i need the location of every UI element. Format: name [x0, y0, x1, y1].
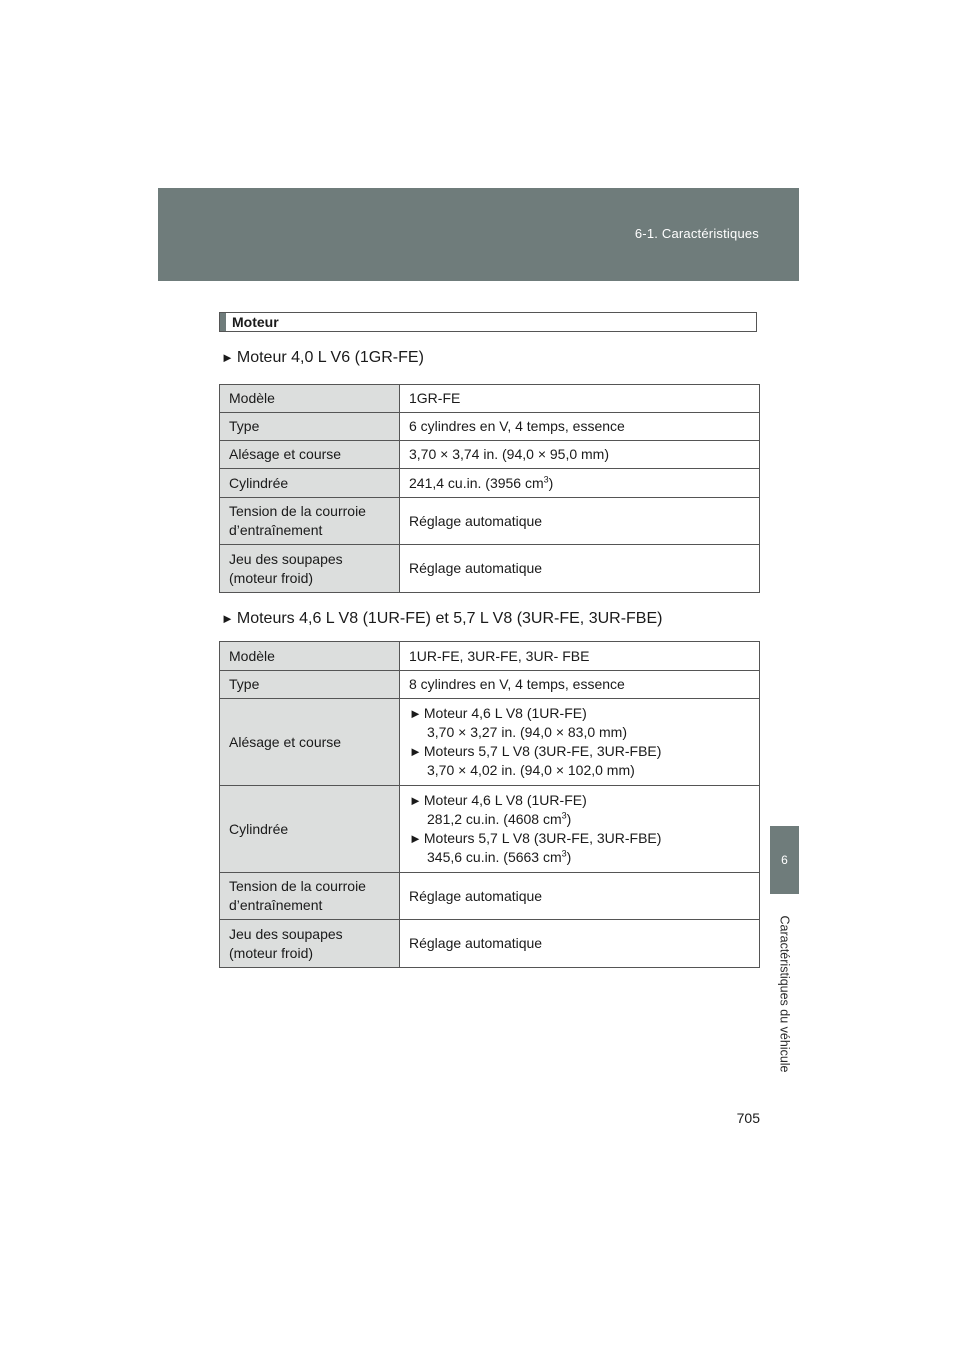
chapter-tab — [770, 826, 799, 894]
row-label — [220, 873, 400, 920]
row-value — [400, 469, 760, 498]
table-row — [220, 920, 760, 968]
item-value — [409, 848, 750, 867]
row-value: 1UR-FE, 3UR-FE, 3UR- FBE — [400, 642, 760, 671]
label-line: (moteur froid) — [229, 569, 314, 586]
item-value — [409, 810, 750, 829]
item-title: Moteur 4,6 L V8 (1UR-FE) — [423, 705, 587, 721]
displacement-value: 281,2 cu.in. (4608 cm — [427, 811, 562, 827]
row-value: 6 cylindres en V, 4 temps, essence — [400, 413, 760, 441]
chapter-tab-number: 6 — [781, 853, 788, 867]
label-line: d’entraînement — [229, 522, 323, 538]
row-value — [400, 699, 760, 786]
label-line: Jeu des soupapes — [229, 550, 343, 567]
table-row — [220, 545, 760, 593]
section-heading — [219, 312, 757, 332]
label-line: (moteur froid) — [229, 944, 314, 961]
subsection-title-text: Moteur 4,0 L V6 (1GR-FE) — [236, 349, 424, 366]
section-title: Moteur — [232, 314, 279, 330]
row-value: 8 cylindres en V, 4 temps, essence — [400, 671, 760, 699]
item-title: Moteurs 5,7 L V8 (3UR-FE, 3UR-FBE) — [423, 830, 662, 846]
list-item — [409, 791, 750, 810]
table-row — [220, 786, 760, 873]
label-line: Jeu des soupapes — [229, 925, 343, 942]
chapter-side-label-text: Caractéristiques du véhicule — [778, 915, 792, 1073]
row-value: Réglage automatique — [400, 920, 760, 968]
list-item — [409, 704, 750, 723]
row-label: Type — [220, 671, 400, 699]
row-value: Réglage automatique — [400, 873, 760, 920]
item-value: 3,70 × 4,02 in. (94,0 × 102,0 mm) — [427, 762, 635, 778]
table-row — [220, 671, 760, 699]
chapter-header — [158, 188, 799, 281]
row-label: Alésage et course — [220, 441, 400, 469]
displacement-value: 241,4 cu.in. (3956 cm — [409, 474, 544, 491]
section-heading-bar — [220, 313, 226, 331]
table-row — [220, 699, 760, 786]
item-title: Moteur 4,6 L V8 (1UR-FE) — [423, 792, 587, 808]
superscript: 3 — [561, 848, 567, 859]
table-row — [220, 498, 760, 545]
superscript: 3 — [561, 810, 567, 821]
spec-table-v8 — [219, 641, 760, 968]
triangle-bullet-icon: ► — [409, 831, 422, 846]
chapter-side-label — [773, 900, 797, 1088]
table-row — [220, 873, 760, 920]
page-number: 705 — [736, 1110, 760, 1126]
subsection-title-v8 — [221, 610, 662, 628]
row-value — [400, 786, 760, 873]
table-row — [220, 385, 760, 413]
label-line: d’entraînement — [229, 897, 323, 913]
row-label: Type — [220, 413, 400, 441]
displacement-value: 345,6 cu.in. (5663 cm — [427, 849, 562, 865]
row-label — [220, 498, 400, 545]
triangle-bullet-icon: ► — [409, 793, 422, 808]
item-title: Moteurs 5,7 L V8 (3UR-FE, 3UR-FBE) — [423, 743, 662, 759]
superscript: 3 — [543, 473, 549, 484]
row-label — [220, 545, 400, 593]
spec-table-v6 — [219, 384, 760, 593]
row-value: Réglage automatique — [400, 545, 760, 593]
row-value: Réglage automatique — [400, 498, 760, 545]
subsection-title-v6 — [221, 349, 424, 367]
row-label: Cylindrée — [220, 786, 400, 873]
triangle-bullet-icon: ► — [221, 350, 234, 365]
table-row — [220, 469, 760, 498]
row-label — [220, 920, 400, 968]
table-row — [220, 441, 760, 469]
row-label: Alésage et course — [220, 699, 400, 786]
table-row — [220, 642, 760, 671]
triangle-bullet-icon: ► — [409, 706, 422, 721]
label-line: Tension de la courroie — [229, 878, 366, 894]
chapter-title: 6-1. Caractéristiques — [634, 226, 759, 241]
row-label: Modèle — [220, 642, 400, 671]
triangle-bullet-icon: ► — [409, 744, 422, 759]
suffix: ) — [566, 849, 572, 865]
suffix: ) — [548, 474, 554, 491]
subsection-title-text: Moteurs 4,6 L V8 (1UR-FE) et 5,7 L V8 (3UR-FE, 3UR-FBE) — [236, 610, 663, 627]
row-label: Cylindrée — [220, 469, 400, 498]
table-row — [220, 413, 760, 441]
triangle-bullet-icon: ► — [221, 611, 234, 626]
list-item — [409, 829, 750, 848]
row-value: 1GR-FE — [400, 385, 760, 413]
list-item — [409, 742, 750, 761]
label-line: Tension de la courroie — [229, 503, 366, 519]
row-value: 3,70 × 3,74 in. (94,0 × 95,0 mm) — [400, 441, 760, 469]
suffix: ) — [566, 811, 572, 827]
row-label: Modèle — [220, 385, 400, 413]
item-value: 3,70 × 3,27 in. (94,0 × 83,0 mm) — [427, 724, 628, 740]
